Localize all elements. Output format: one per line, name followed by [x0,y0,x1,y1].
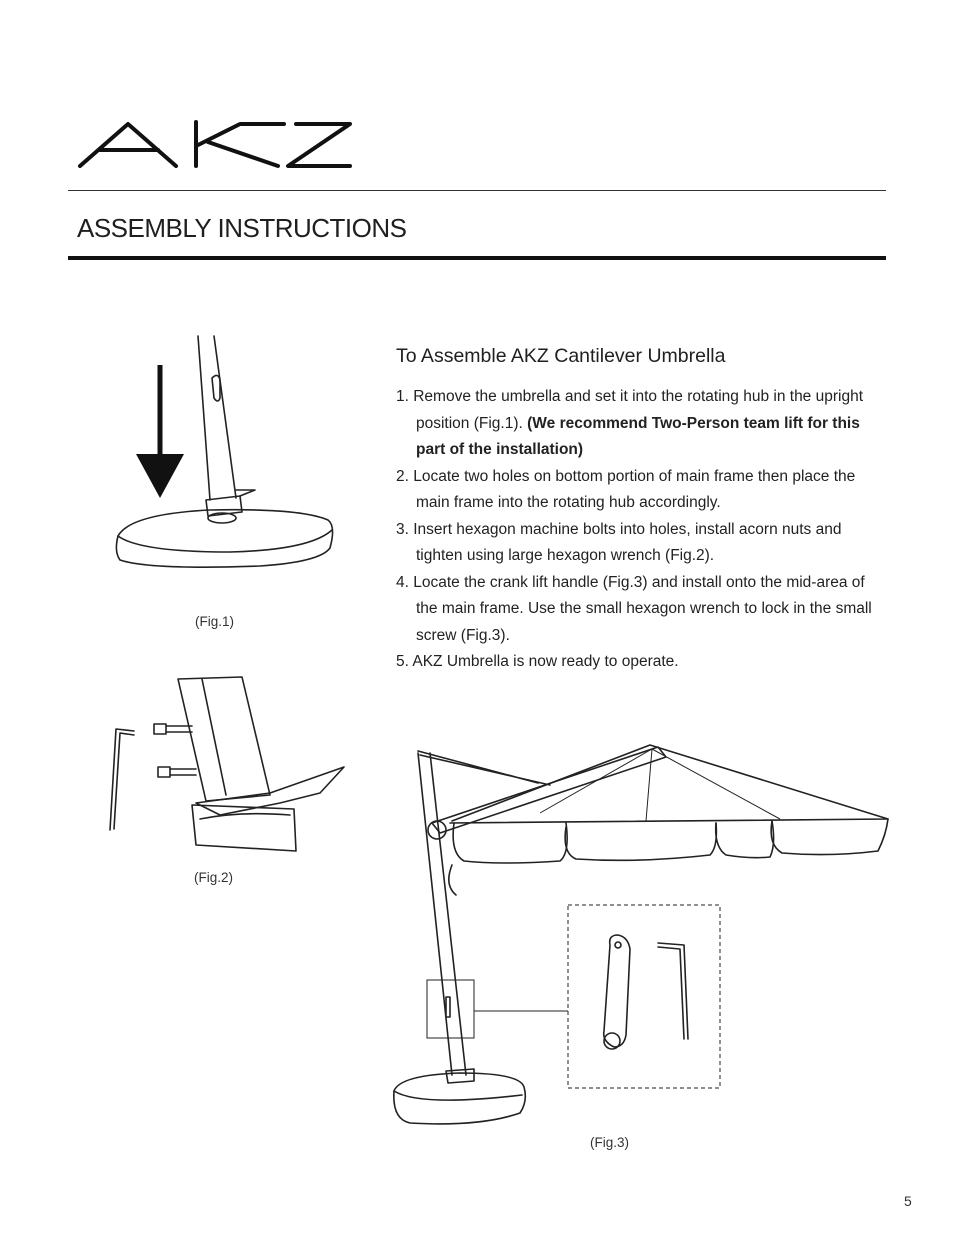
step-text: 5. AKZ Umbrella is now ready to operate. [396,653,679,670]
step-item [396,384,886,464]
instruction-steps [396,384,886,676]
figure-3-caption: (Fig.3) [590,1135,630,1150]
title-underline [68,256,886,260]
figure-1-illustration [110,330,350,570]
step-text: 1. Remove the umbrella and set it into the rotating hub in the upright position (Fig.1). [396,388,864,432]
figure-2-illustration [100,675,360,855]
page-title: ASSEMBLY INSTRUCTIONS [77,213,407,243]
page-number: 5 [904,1193,912,1209]
figure-1-caption: (Fig.1) [195,614,235,629]
akz-logo [78,120,354,170]
step-text: 2. Locate two holes on bottom portion of main frame then place the main frame into the rotating hub accordingly. [396,467,856,511]
step-warning: (We recommend Two-Person team lift for this part of the installation) [416,414,860,458]
section-title: To Assemble AKZ Cantilever Umbrella [396,345,726,367]
header-divider [68,190,886,191]
step-item [396,517,886,570]
step-text: 4. Locate the crank lift handle (Fig.3) and install onto the mid-area of the main frame. Use the small hexagon wrench to lock in the small screw (Fig.3). [396,573,872,644]
step-item [396,649,886,676]
figure-2-caption: (Fig.2) [194,870,234,885]
step-item [396,464,886,517]
step-item [396,570,886,650]
figure-3-illustration [390,735,900,1135]
step-text: 3. Insert hexagon machine bolts into holes, install acorn nuts and tighten using large hexagon wrench (Fig.2). [396,520,842,564]
